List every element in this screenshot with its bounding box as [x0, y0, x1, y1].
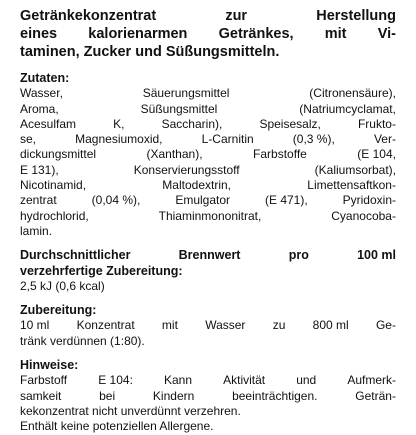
ingredient-word: se,: [20, 132, 37, 147]
ingredients-line: [20, 147, 396, 162]
preparation-word: Ge-: [375, 318, 396, 333]
ingredient-word: Cyanocoba-: [331, 208, 396, 223]
ingredient-word: Säuerungsmittel: [142, 86, 230, 101]
preparation-text: [20, 318, 396, 349]
notes-line: kekonzentrat nicht unverdünnt verzehren.: [20, 403, 241, 418]
ingredient-word: (Kaliumsorbat),: [314, 162, 396, 177]
energy-title-line: [20, 248, 396, 263]
ingredient-word: E 131),: [20, 162, 59, 177]
ingredient-word: Ver-: [373, 132, 396, 147]
ingredient-word: Speisesalz,: [259, 116, 321, 131]
heading-line: taminen, Zucker und Süßungsmitteln.: [20, 44, 280, 60]
ingredient-word: K,: [113, 116, 125, 131]
ingredients-line: [20, 102, 396, 117]
notes-line: [20, 389, 396, 404]
notes-line: [20, 373, 396, 388]
heading-word: kalorienarmen: [88, 26, 188, 42]
ingredient-word: (0,3 %),: [292, 132, 335, 147]
ingredient-word: Farbstoffe: [253, 147, 307, 162]
ingredient-word: Pyridoxin-: [342, 193, 396, 208]
ingredients-line: [20, 209, 396, 224]
ingredients-title: Zutaten:: [20, 71, 70, 85]
heading-word: Vi-: [377, 26, 396, 42]
heading-word: Getränkes,: [218, 26, 294, 42]
ingredients-text: [20, 86, 396, 239]
ingredients-line: [20, 163, 396, 178]
preparation-word: mit: [161, 318, 178, 333]
ingredients-line: [20, 193, 396, 208]
energy-title-word: Durchschnittlicher: [20, 248, 131, 263]
ingredient-word: zentrat: [20, 193, 57, 208]
preparation-line: [20, 318, 396, 333]
ingredients-line: lamin.: [20, 223, 53, 238]
ingredient-word: (E 471),: [264, 193, 308, 208]
ingredient-word: (Citronensäure),: [309, 86, 396, 101]
notes-word: Kann: [164, 373, 193, 388]
ingredient-word: Nicotinamid,: [20, 178, 87, 193]
ingredient-word: hydrochlorid,: [20, 208, 89, 223]
energy-title-word: pro: [288, 248, 309, 263]
ingredient-word: (0,04 %),: [91, 193, 141, 208]
notes-word: Farbstoff: [20, 373, 68, 388]
ingredient-word: (Xanthan),: [146, 147, 203, 162]
ingredient-word: Süßungsmittel: [140, 101, 218, 116]
preparation-section: [20, 303, 396, 349]
notes-word: E 104:: [98, 373, 133, 388]
heading-word: eines: [20, 26, 58, 42]
notes-word: Kindern: [152, 388, 195, 403]
energy-title-word: 100 ml: [357, 248, 396, 263]
energy-title-word: Brennwert: [178, 248, 241, 263]
preparation-word: 10 ml: [20, 318, 50, 333]
preparation-line: tränk verdünnen (1:80).: [20, 333, 145, 348]
notes-word: Aktivität: [223, 373, 266, 388]
allergen-statement: Enthält keine potenziellen Allergene.: [20, 419, 214, 434]
energy-title: [20, 248, 396, 279]
ingredients-line: [20, 178, 396, 193]
notes-word: Geträn-: [355, 388, 396, 403]
notes-word: beeinträchtigen.: [232, 388, 318, 403]
heading-word: Getränkekonzentrat: [20, 8, 157, 24]
notes-title: Hinweise:: [20, 358, 79, 373]
ingredients-line: [20, 86, 396, 101]
preparation-word: Konzentrat: [76, 318, 135, 333]
ingredient-word: Konservierungsstoff: [133, 162, 240, 177]
ingredient-word: Acesulfam: [20, 116, 77, 131]
preparation-word: zu: [272, 318, 286, 333]
ingredient-word: Emulgator: [175, 193, 231, 208]
ingredients-line: [20, 132, 396, 147]
heading-word: mit: [324, 26, 347, 42]
energy-section: [20, 248, 396, 294]
ingredient-word: L-Carnitin: [201, 132, 254, 147]
ingredient-word: Frukto-: [357, 116, 396, 131]
ingredient-word: dickungsmittel: [20, 147, 97, 162]
notes-section: [20, 358, 396, 434]
ingredient-word: Aroma,: [20, 101, 59, 116]
notes-word: samkeit: [20, 388, 62, 403]
ingredient-word: Wasser,: [20, 86, 63, 101]
notes-word: Aufmerk-: [347, 373, 396, 388]
ingredient-word: Maltodextrin,: [162, 178, 231, 193]
ingredient-word: Magnesiumoxid,: [75, 132, 163, 147]
ingredients-section: [20, 71, 396, 239]
preparation-word: Wasser: [205, 318, 246, 333]
product-heading: [20, 7, 396, 61]
ingredients-line: [20, 117, 396, 132]
ingredient-word: (Natriumcyclamat,: [299, 101, 396, 116]
preparation-title: Zubereitung:: [20, 303, 97, 318]
ingredient-word: (E 104,: [357, 147, 396, 162]
ingredient-word: Thiaminmononitrat,: [158, 208, 262, 223]
heading-word: Herstellung: [316, 8, 396, 24]
energy-title-line: verzehrfertige Zubereitung:: [20, 263, 183, 278]
notes-text: [20, 373, 396, 434]
ingredient-word: Saccharin),: [161, 116, 223, 131]
heading-word: zur: [225, 8, 248, 24]
heading-line: [20, 25, 396, 43]
notes-word: bei: [99, 388, 116, 403]
notes-word: und: [296, 373, 317, 388]
ingredient-word: Limettensaftkon-: [307, 178, 396, 193]
energy-value: 2,5 kJ (0,6 kcal): [20, 278, 105, 293]
heading-line: [20, 7, 396, 25]
preparation-word: 800 ml: [312, 318, 349, 333]
